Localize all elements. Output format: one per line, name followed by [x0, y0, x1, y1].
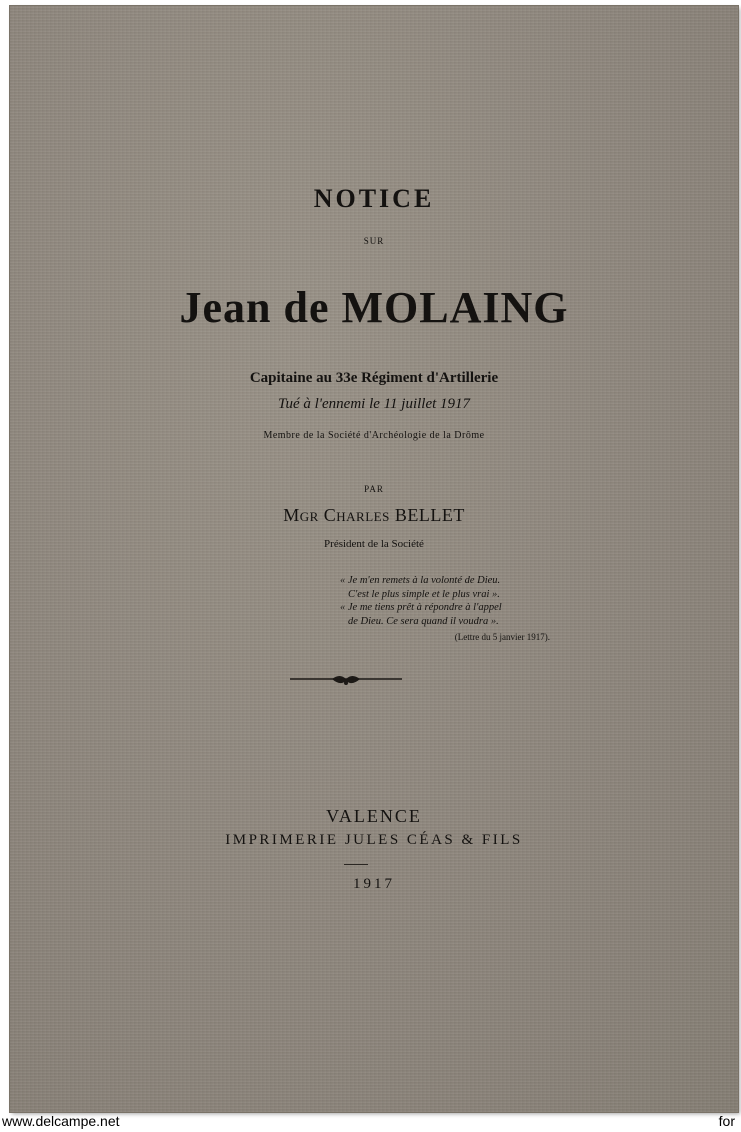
subject-rank: Capitaine au 33e Régiment d'Artillerie	[249, 370, 499, 386]
ornament-divider-icon	[288, 672, 404, 688]
quote-line: de Dieu. Ce sera quand il voudra ».	[348, 615, 499, 627]
quote-line: « Je m'en remets à la volonté de Dieu.	[340, 575, 501, 586]
publication-year: 1917	[353, 876, 395, 892]
author-surname: BELLET	[394, 505, 465, 525]
book-cover	[10, 6, 738, 1112]
printer-name: IMPRIMERIE JULES CÉAS & FILS	[225, 832, 523, 848]
par-label: PAR	[364, 484, 384, 494]
author-role: Président de la Société	[324, 538, 424, 550]
subject-name: Jean de MOLAING	[179, 283, 569, 332]
divider-rule	[344, 864, 368, 865]
watermark-suffix: for	[718, 1113, 735, 1129]
notice-heading: NOTICE	[313, 184, 435, 213]
quote-source: (Lettre du 5 janvier 1917).	[454, 632, 550, 642]
publication-city: VALENCE	[326, 806, 422, 826]
sur-label: SUR	[363, 236, 385, 246]
subject-death: Tué à l'ennemi le 11 juillet 1917	[277, 396, 471, 412]
subject-membership: Membre de la Société d'Archéologie de la Drôme	[263, 430, 485, 441]
quote-line: C'est le plus simple et le plus vrai ».	[348, 588, 500, 600]
watermark-site: www.delcampe.net	[2, 1113, 120, 1129]
epigraph-quote	[340, 574, 550, 645]
author-prefix: Mgr Charles	[283, 505, 390, 525]
quote-line: « Je me tiens prêt à répondre à l'appel	[340, 602, 502, 613]
author-name	[10, 505, 738, 526]
